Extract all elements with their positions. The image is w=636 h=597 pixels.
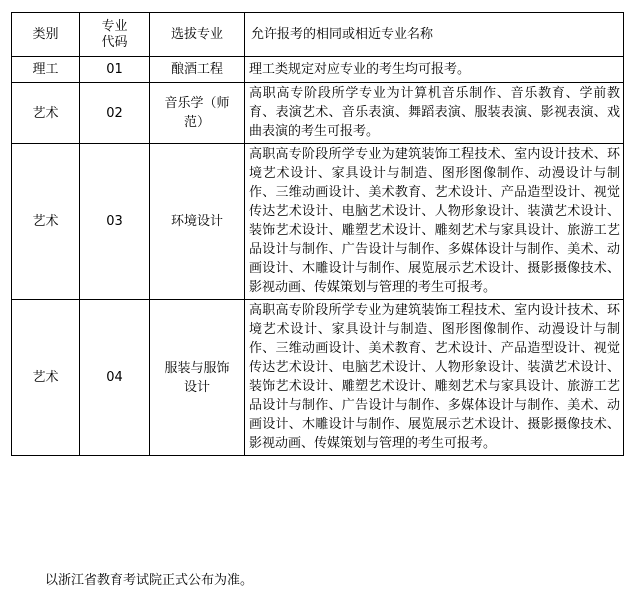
table-row [12, 300, 624, 456]
table-row [12, 83, 624, 144]
row-code: 04 [80, 300, 150, 456]
header-code: 专业代码 [80, 13, 150, 57]
header-category: 类别 [12, 13, 80, 57]
row-major: 服装与服饰设计 [150, 300, 245, 456]
row-category: 艺术 [12, 83, 80, 144]
table-header-row [12, 13, 624, 57]
row-allowed-majors: 高职高专阶段所学专业为计算机音乐制作、音乐教育、学前教育、表演艺术、音乐表演、舞蹈表演、服装表演、影视表演、戏曲表演的考生可报考。 [245, 83, 624, 144]
row-major: 音乐学（师范） [150, 83, 245, 144]
row-category: 艺术 [12, 144, 80, 300]
footnote: 以浙江省教育考试院正式公布为准。 [45, 573, 254, 588]
row-code: 03 [80, 144, 150, 300]
row-category: 理工 [12, 57, 80, 83]
row-allowed-majors: 理工类规定对应专业的考生均可报考。 [245, 57, 624, 83]
row-allowed-majors: 高职高专阶段所学专业为建筑装饰工程技术、室内设计技术、环境艺术设计、家具设计与制造、图形图像制作、动漫设计与制作、三维动画设计、美术教育、艺术设计、产品造型设计、视觉传达艺术设计、电脑艺术设计、人物形象设计、装潢艺术设计、装饰艺术设计、雕塑艺术设计、雕刻艺术与家具设计、旅游工艺品设计与制作、广告设计与制作、多媒体设计与制作、美术、动画设计、木雕设计与制作、展览展示艺术设计、摄影摄像技术、影视动画、传媒策划与管理的考生可报考。 [245, 300, 624, 456]
header-major: 选拔专业 [150, 13, 245, 57]
header-allowed-majors: 允许报考的相同或相近专业名称 [245, 13, 624, 57]
row-code: 02 [80, 83, 150, 144]
row-major: 环境设计 [150, 144, 245, 300]
table-row [12, 57, 624, 83]
row-major: 酿酒工程 [150, 57, 245, 83]
majors-table [11, 12, 624, 456]
row-code: 01 [80, 57, 150, 83]
table-row [12, 144, 624, 300]
row-allowed-majors: 高职高专阶段所学专业为建筑装饰工程技术、室内设计技术、环境艺术设计、家具设计与制造、图形图像制作、动漫设计与制作、三维动画设计、美术教育、艺术设计、产品造型设计、视觉传达艺术设计、电脑艺术设计、人物形象设计、装潢艺术设计、装饰艺术设计、雕塑艺术设计、雕刻艺术与家具设计、旅游工艺品设计与制作、广告设计与制作、多媒体设计与制作、美术、动画设计、木雕设计与制作、展览展示艺术设计、摄影摄像技术、影视动画、传媒策划与管理的考生可报考。 [245, 144, 624, 300]
row-category: 艺术 [12, 300, 80, 456]
